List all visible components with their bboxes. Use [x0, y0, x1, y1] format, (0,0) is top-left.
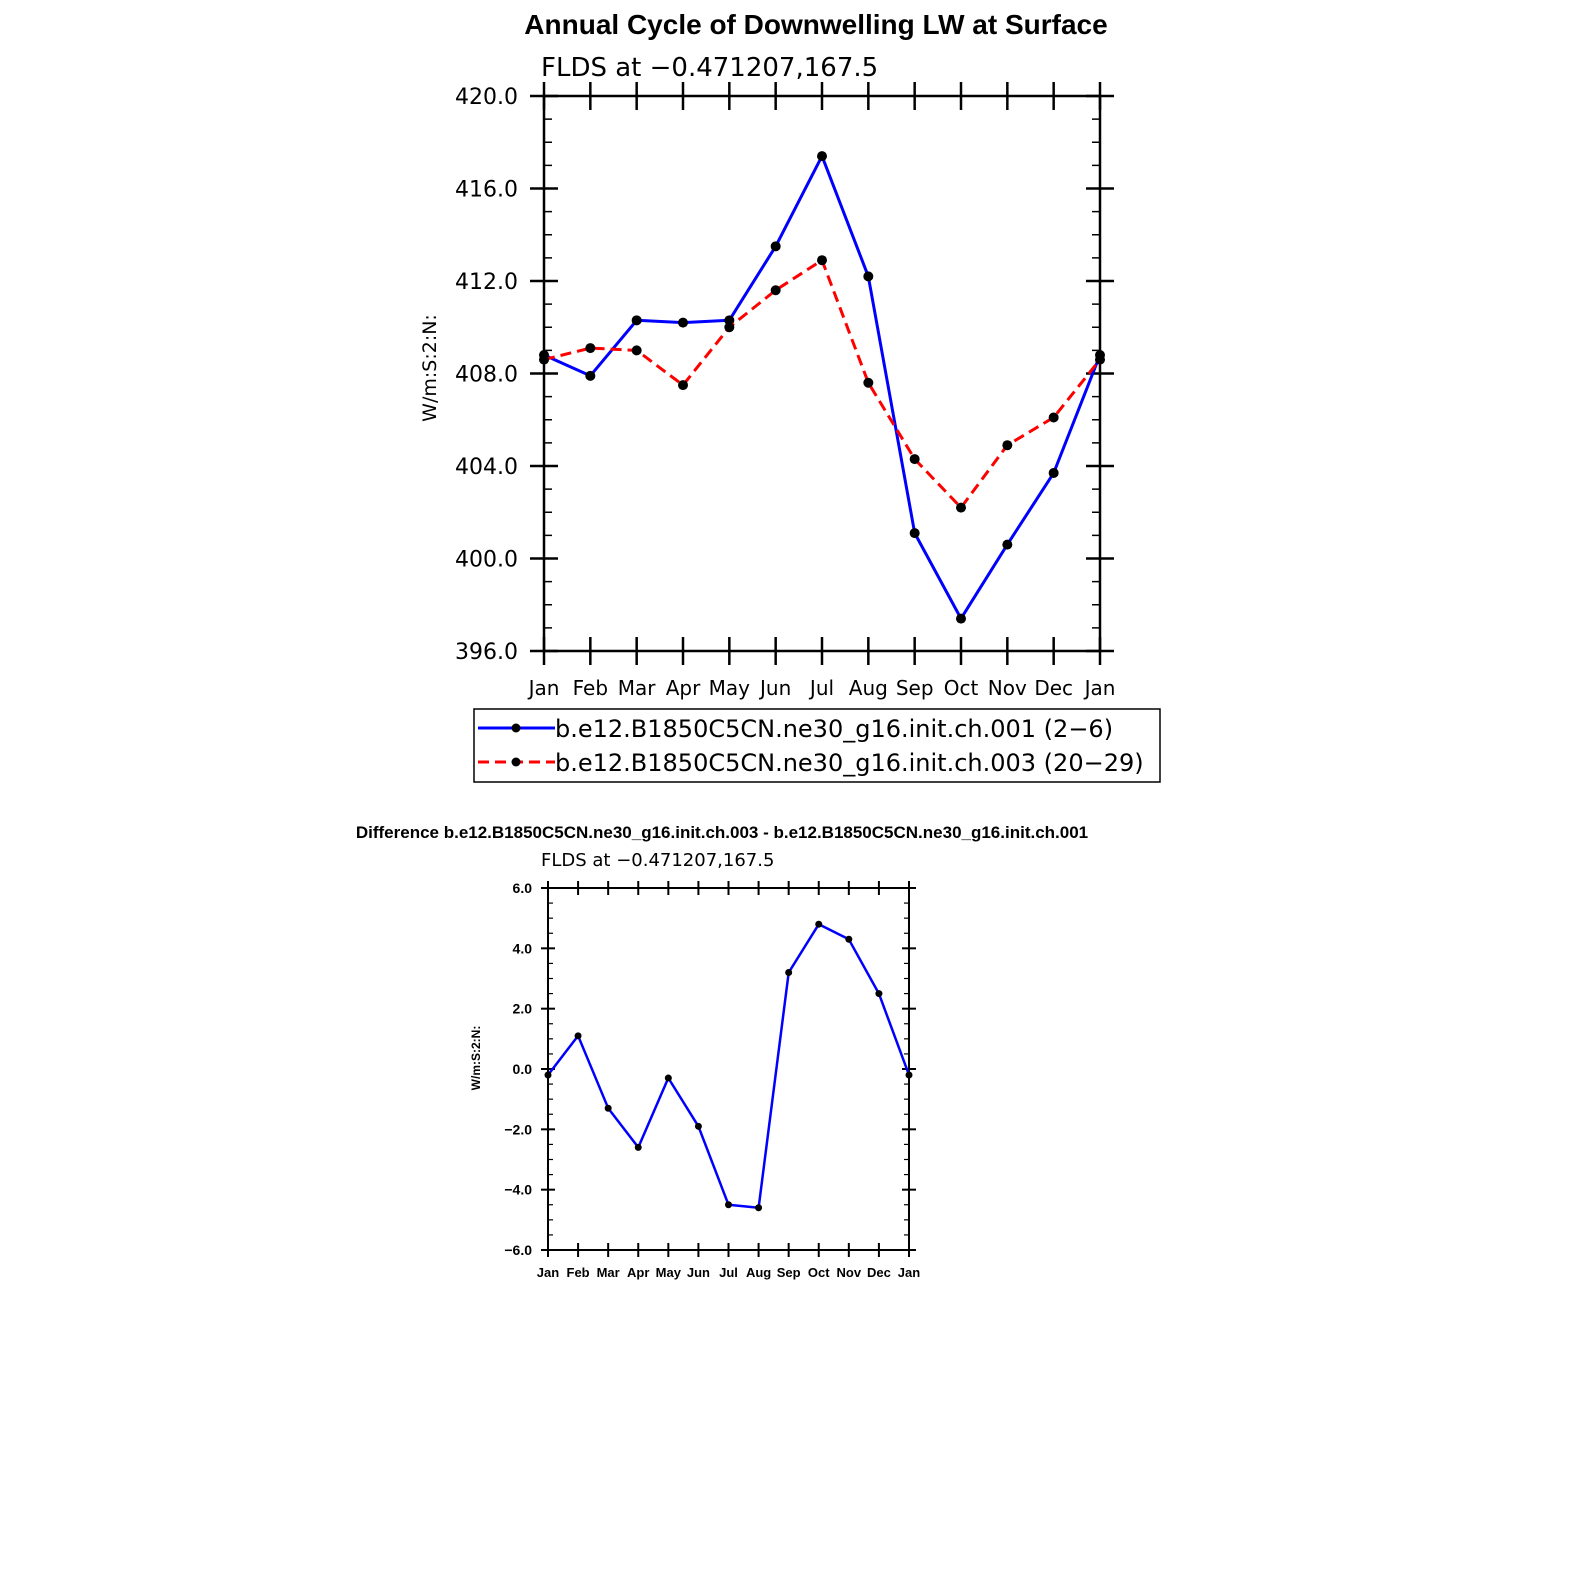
x-tick-label: Apr [627, 1265, 650, 1280]
data-point-series-2 [678, 380, 688, 390]
y-tick-label: 396.0 [455, 640, 518, 665]
y-tick-label: −6.0 [504, 1242, 532, 1258]
data-point-series-1 [1049, 468, 1059, 478]
y-tick-label: 408.0 [455, 362, 518, 388]
x-tick-label: Jul [719, 1265, 738, 1280]
legend [474, 709, 1160, 782]
difference-chart-title: Difference b.e12.B1850C5CN.ne30_g16.init.ch.003 - b.e12.B1850C5CN.ne30_g16.init.ch.001 [355, 823, 1089, 842]
y-tick-label: 404.0 [455, 455, 518, 480]
x-tick-label: Oct [807, 1265, 830, 1280]
data-point-series-1 [545, 1072, 552, 1079]
data-point-series-2 [817, 255, 827, 265]
data-point-series-2 [771, 285, 781, 295]
x-tick-label: Jun [760, 676, 792, 700]
data-point-series-2 [863, 378, 873, 388]
legend-marker-series-1 [512, 724, 521, 733]
y-tick-label: 416.0 [455, 177, 518, 203]
series-line-2 [544, 260, 1100, 507]
x-tick-label: May [655, 1265, 681, 1280]
x-tick-label: Aug [745, 1265, 772, 1280]
data-point-series-1 [678, 318, 688, 328]
data-point-series-2 [539, 355, 549, 365]
difference-chart-subtitle: FLDS at −0.471207,167.5 [541, 850, 775, 871]
x-tick-label: Mar [617, 676, 656, 700]
plot-frame [548, 888, 909, 1250]
data-point-series-1 [575, 1032, 582, 1039]
chart-title: Annual Cycle of Downwelling LW at Surface [524, 9, 1108, 40]
legend-label-series-2: b.e12.B1850C5CN.ne30_g16.init.ch.003 (20−29) [555, 749, 1144, 777]
y-tick-label: 412.0 [455, 270, 518, 295]
data-point-series-2 [1049, 412, 1059, 422]
data-point-series-2 [724, 322, 734, 332]
data-point-series-1 [695, 1123, 702, 1130]
data-point-series-2 [632, 345, 642, 355]
data-point-series-1 [755, 1204, 762, 1211]
x-tick-label: Jun [686, 1265, 710, 1280]
data-point-series-1 [956, 614, 966, 624]
data-point-series-1 [585, 371, 595, 381]
y-tick-label: 6.0 [512, 880, 532, 896]
x-tick-label: Feb [566, 1265, 590, 1280]
x-tick-label: Dec [1034, 676, 1074, 700]
data-point-series-1 [906, 1072, 913, 1079]
difference-series-group [545, 921, 913, 1212]
data-point-series-1 [863, 271, 873, 281]
plot-area [455, 82, 1115, 700]
data-point-series-1 [815, 921, 822, 928]
legend-item-series-1 [478, 715, 1113, 743]
y-tick-label: 4.0 [512, 940, 532, 957]
chart-subtitle: FLDS at −0.471207,167.5 [541, 53, 879, 83]
data-point-series-1 [605, 1105, 612, 1112]
data-point-series-1 [785, 969, 792, 976]
x-tick-label: Aug [848, 676, 888, 700]
legend-item-series-2 [478, 749, 1144, 777]
data-point-series-1 [845, 936, 852, 943]
x-tick-label: Sep [895, 676, 934, 700]
data-point-series-1 [725, 1201, 732, 1208]
x-tick-label: Jan [528, 676, 560, 700]
difference-y-axis-label: W/m:S:2:N: [469, 1025, 483, 1091]
data-point-series-1 [665, 1075, 672, 1082]
x-tick-label: Jan [536, 1265, 560, 1280]
data-point-series-1 [771, 241, 781, 251]
legend-marker-series-2 [512, 758, 521, 767]
y-tick-label: 0.0 [512, 1061, 532, 1077]
data-point-series-1 [875, 990, 882, 997]
annual-cycle-chart [419, 9, 1160, 782]
series-line-1 [548, 924, 909, 1208]
data-point-series-1 [632, 315, 642, 325]
x-tick-label: Jan [897, 1265, 921, 1280]
x-tick-label: Oct [943, 676, 979, 700]
data-point-series-2 [910, 454, 920, 464]
data-point-series-2 [1095, 355, 1105, 365]
y-axis-label: W/m:S:2:N: [419, 314, 441, 422]
y-tick-label: 420.0 [455, 85, 518, 110]
data-point-series-2 [956, 503, 966, 513]
x-tick-label: Apr [665, 676, 701, 700]
x-tick-label: May [708, 676, 751, 700]
difference-plot-area [504, 880, 920, 1280]
y-tick-label: 2.0 [512, 1000, 532, 1017]
series-group [539, 151, 1105, 624]
x-tick-label: Dec [866, 1265, 891, 1280]
y-tick-label: −2.0 [504, 1121, 532, 1138]
x-tick-label: Nov [987, 676, 1027, 700]
x-tick-label: Jan [1084, 676, 1116, 700]
difference-chart [356, 823, 1088, 1280]
x-tick-label: Mar [596, 1265, 620, 1280]
y-tick-label: −4.0 [504, 1181, 532, 1198]
x-tick-label: Nov [836, 1265, 862, 1280]
data-point-series-2 [1002, 440, 1012, 450]
data-point-series-1 [817, 151, 827, 161]
data-point-series-2 [585, 343, 595, 353]
data-point-series-1 [635, 1144, 642, 1151]
data-point-series-1 [910, 528, 920, 538]
plot-frame [544, 96, 1100, 651]
x-tick-label: Sep [776, 1265, 801, 1280]
y-tick-label: 400.0 [455, 547, 518, 573]
x-tick-label: Feb [572, 676, 609, 700]
legend-label-series-1: b.e12.B1850C5CN.ne30_g16.init.ch.001 (2−6) [555, 715, 1114, 743]
series-line-1 [544, 156, 1100, 618]
data-point-series-1 [1002, 540, 1012, 550]
x-tick-label: Jul [809, 676, 835, 700]
